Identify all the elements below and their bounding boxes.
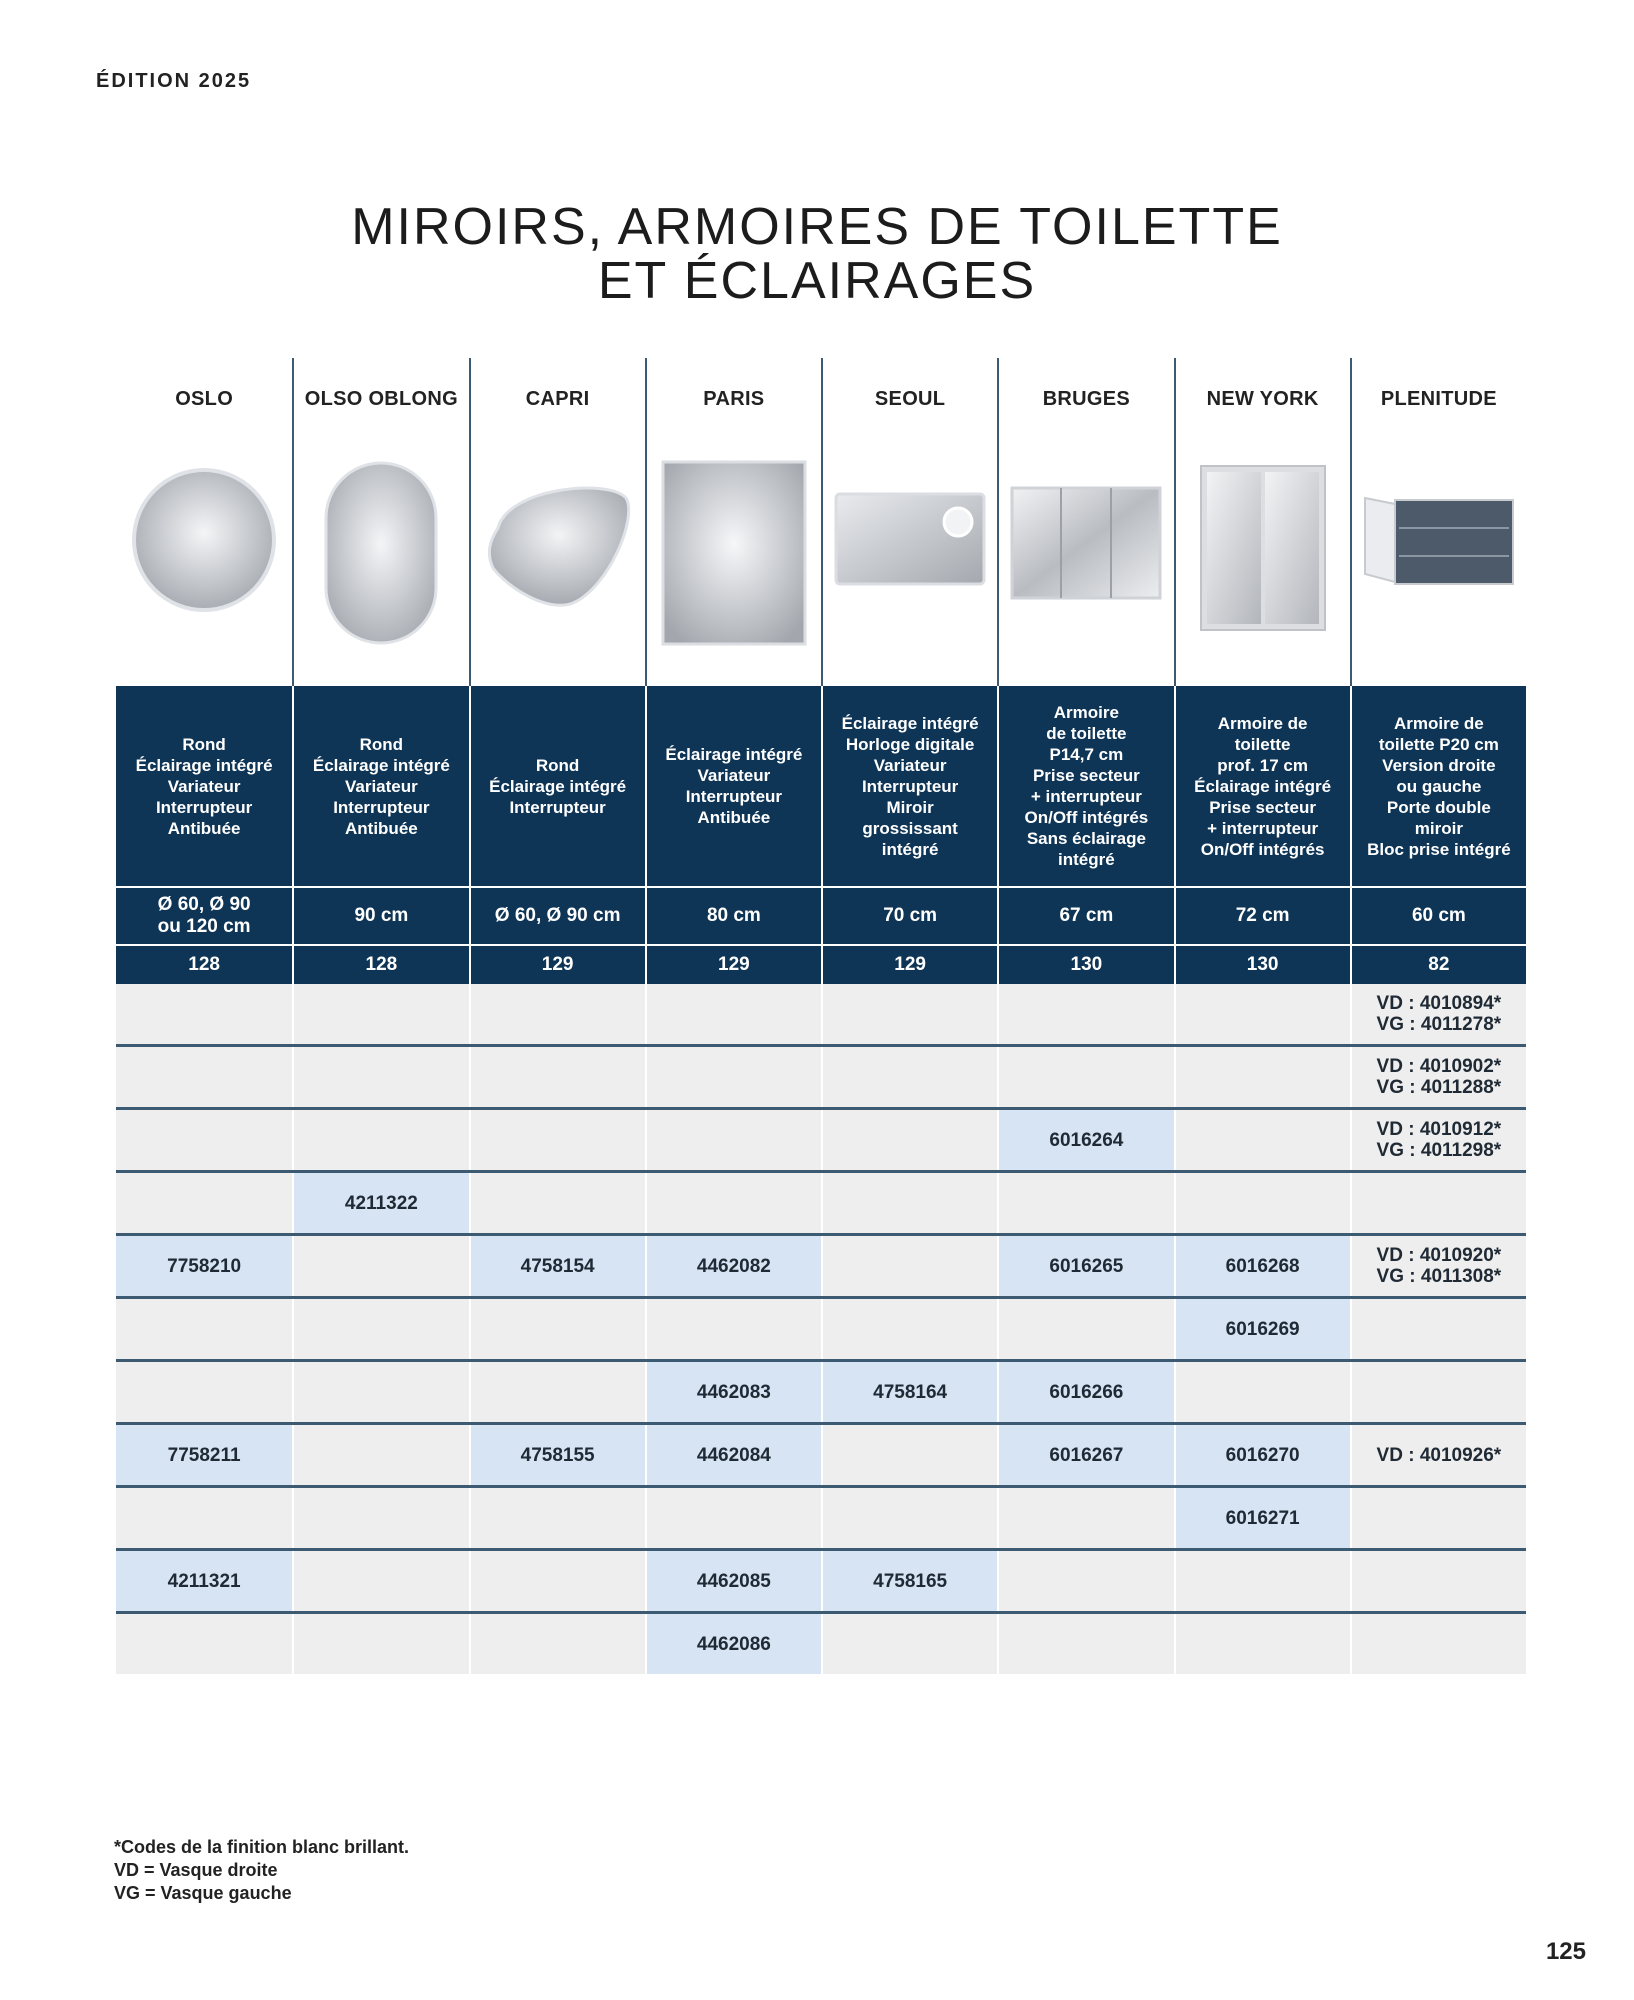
product-code-cell [645, 1110, 821, 1170]
code-row [116, 1362, 1526, 1425]
product-code-cell: 4462084 [645, 1425, 821, 1485]
dimension-cell: Ø 60, Ø 90 cm [469, 888, 645, 944]
product-code-cell: 7758211 [116, 1425, 292, 1485]
dimension-cell: 67 cm [997, 888, 1173, 944]
footnote-line: VD = Vasque droite [114, 1860, 278, 1880]
product-code-cell: 6016271 [1174, 1488, 1350, 1548]
code-row [116, 1173, 1526, 1236]
product-code-cell [292, 1110, 468, 1170]
product-name: OLSO OBLONG [304, 388, 459, 410]
product-code-cell [821, 1299, 997, 1359]
code-row [116, 1110, 1526, 1173]
product-code-cell: VD : 4010902* VG : 4011288* [1350, 1047, 1526, 1107]
product-code-cell [116, 1614, 292, 1674]
description-cell: Rond Éclairage intégré Interrupteur [469, 686, 645, 886]
product-code-cell: 6016266 [997, 1362, 1173, 1422]
product-code-cell: 4758155 [469, 1425, 645, 1485]
product-code-cell [645, 1299, 821, 1359]
product-code-cell [469, 1110, 645, 1170]
product-code-cell: 4211322 [292, 1173, 468, 1233]
code-row [116, 1236, 1526, 1299]
product-name: CAPRI [525, 388, 590, 410]
product-code-cell [1174, 1614, 1350, 1674]
product-code-cell: 4211321 [116, 1551, 292, 1611]
dimension-cell: 60 cm [1350, 888, 1526, 944]
product-code-cell [292, 1551, 468, 1611]
product-code-cell [292, 1488, 468, 1548]
product-code-cell: 6016270 [1174, 1425, 1350, 1485]
product-code-cell [1174, 1362, 1350, 1422]
product-column-capri [469, 358, 645, 686]
product-code-cell [997, 1488, 1173, 1548]
page-number: 125 [1545, 1938, 1586, 1965]
product-code-cell: 6016265 [997, 1236, 1173, 1296]
product-code-cell [469, 1299, 645, 1359]
product-code-cell [292, 1299, 468, 1359]
pebble-mirror-image [471, 458, 645, 648]
page-title [0, 197, 1634, 310]
description-cell: Rond Éclairage intégré Variateur Interrupteur Antibuée [135, 734, 273, 838]
page-reference-cell: 129 [645, 946, 821, 984]
product-code-cell: 4758165 [821, 1551, 997, 1611]
page-reference-cell: 82 [1350, 946, 1526, 984]
product-name: BRUGES [1042, 388, 1131, 410]
product-name: SEOUL [874, 388, 946, 410]
product-code-cell [469, 1551, 645, 1611]
product-code-cell [1350, 1173, 1526, 1233]
product-code-cell [821, 1236, 997, 1296]
product-code-cell [997, 1047, 1173, 1107]
product-code-cell: 6016264 [997, 1110, 1173, 1170]
page-reference-cell: 130 [997, 946, 1173, 984]
edition-label: ÉDITION 2025 [96, 70, 252, 92]
product-code-cell [821, 1614, 997, 1674]
product-column-bruges [997, 358, 1173, 686]
magnifier-mirror-image [823, 458, 997, 648]
page-reference-cell: 128 [292, 946, 468, 984]
footnote [114, 1836, 409, 1905]
product-code-cell [997, 984, 1173, 1044]
footnote-line: VG = Vasque gauche [114, 1883, 292, 1903]
description-cell: Armoire de toilette P20 cm Version droite ou gauche Porte double miroir Bloc prise intégré [1350, 686, 1526, 886]
product-column-paris [645, 358, 821, 686]
product-code-cell [821, 1488, 997, 1548]
page-reference-cell: 129 [469, 946, 645, 984]
oblong-mirror-image [294, 458, 468, 648]
title-line-2: ET ÉCLAIRAGES [597, 251, 1037, 310]
product-code-cell [292, 984, 468, 1044]
product-code-cell [821, 1173, 997, 1233]
page-reference-cell: 129 [821, 946, 997, 984]
product-code-cell: VD : 4010912* VG : 4011298* [1350, 1110, 1526, 1170]
product-code-cell [997, 1614, 1173, 1674]
product-code-cell [116, 1173, 292, 1233]
product-code-cell [292, 1425, 468, 1485]
product-code-cell [116, 1488, 292, 1548]
product-code-cell: VD : 4010894* VG : 4011278* [1350, 984, 1526, 1044]
product-code-cell: 4462085 [645, 1551, 821, 1611]
product-code-cell [292, 1362, 468, 1422]
product-code-cell [469, 984, 645, 1044]
page-reference-cell: 128 [188, 954, 220, 975]
rectangular-mirror-image [647, 458, 821, 648]
product-code-cell [1350, 1299, 1526, 1359]
product-code-cell: 4462082 [645, 1236, 821, 1296]
product-code-cell [821, 1425, 997, 1485]
product-code-cell [469, 1047, 645, 1107]
product-code-cell: 4462086 [645, 1614, 821, 1674]
product-code-cell: 4462083 [645, 1362, 821, 1422]
product-table [116, 358, 1526, 1674]
product-code-cell [1350, 1488, 1526, 1548]
code-row [116, 1299, 1526, 1362]
product-code-cell [116, 1362, 292, 1422]
dimension-cell: 90 cm [292, 888, 468, 944]
product-code-cell [1350, 1551, 1526, 1611]
page-reference-row [116, 944, 1526, 984]
product-header-row [116, 358, 1526, 686]
product-code-cell: 7758210 [116, 1236, 292, 1296]
dimension-cell: 80 cm [645, 888, 821, 944]
product-code-cell [1174, 1551, 1350, 1611]
product-column-new-york [1174, 358, 1350, 686]
code-row [116, 1614, 1526, 1674]
product-code-cell [997, 1551, 1173, 1611]
product-code-cell [469, 1362, 645, 1422]
product-column-olso-oblong [292, 358, 468, 686]
title-line-1: MIROIRS, ARMOIRES DE TOILETTE [351, 197, 1283, 256]
product-name: OSLO [175, 388, 234, 410]
code-row [116, 1551, 1526, 1614]
description-cell: Éclairage intégré Variateur Interrupteur Antibuée [645, 686, 821, 886]
product-code-cell [645, 1173, 821, 1233]
product-name: PARIS [703, 388, 765, 410]
product-code-cell [1174, 1110, 1350, 1170]
product-code-cell [1174, 1047, 1350, 1107]
code-rows [116, 984, 1526, 1674]
product-code-cell [997, 1299, 1173, 1359]
product-code-cell: 4758164 [821, 1362, 997, 1422]
product-code-cell [821, 1047, 997, 1107]
product-code-cell [1174, 1173, 1350, 1233]
product-code-cell [292, 1236, 468, 1296]
product-code-cell [645, 984, 821, 1044]
dimension-cell: 70 cm [821, 888, 997, 944]
triple-cabinet-image [999, 458, 1173, 648]
product-code-cell [292, 1047, 468, 1107]
product-column-plenitude [1350, 358, 1526, 686]
product-code-cell: 6016269 [1174, 1299, 1350, 1359]
open-cabinet-image [1352, 458, 1526, 648]
description-cell: Éclairage intégré Horloge digitale Variateur Interrupteur Miroir grossissant intégré [821, 686, 997, 886]
page-reference-cell: 130 [1174, 946, 1350, 984]
round-mirror-image [116, 458, 292, 648]
product-name: PLENITUDE [1380, 388, 1497, 410]
dimension-cell: Ø 60, Ø 90 ou 120 cm [157, 894, 251, 937]
product-code-cell: 6016267 [997, 1425, 1173, 1485]
code-row [116, 1047, 1526, 1110]
product-column-seoul [821, 358, 997, 686]
product-code-cell: 4758154 [469, 1236, 645, 1296]
product-code-cell [821, 984, 997, 1044]
product-code-cell [1350, 1362, 1526, 1422]
description-row [116, 686, 1526, 886]
product-code-cell [645, 1488, 821, 1548]
product-code-cell: 6016268 [1174, 1236, 1350, 1296]
footnote-line: *Codes de la finition blanc brillant. [114, 1837, 410, 1857]
product-code-cell [116, 1299, 292, 1359]
dimension-row [116, 886, 1526, 944]
product-code-cell [997, 1173, 1173, 1233]
product-column-oslo [116, 358, 292, 686]
product-code-cell: VD : 4010920* VG : 4011308* [1350, 1236, 1526, 1296]
code-row [116, 1488, 1526, 1551]
product-code-cell [645, 1047, 821, 1107]
product-code-cell [821, 1110, 997, 1170]
product-code-cell [469, 1488, 645, 1548]
product-code-cell [1350, 1614, 1526, 1674]
double-cabinet-image [1176, 458, 1350, 648]
product-code-cell: VD : 4010926* [1350, 1425, 1526, 1485]
product-code-cell [116, 984, 292, 1044]
product-code-cell [1174, 984, 1350, 1044]
code-row [116, 1425, 1526, 1488]
product-code-cell [292, 1614, 468, 1674]
product-code-cell [116, 1110, 292, 1170]
product-code-cell [469, 1173, 645, 1233]
description-cell: Rond Éclairage intégré Variateur Interrupteur Antibuée [292, 686, 468, 886]
product-name: NEW YORK [1206, 388, 1319, 410]
description-cell: Armoire de toilette P14,7 cm Prise secteur + interrupteur On/Off intégrés Sans éclairage intégré [997, 686, 1173, 886]
product-code-cell [469, 1614, 645, 1674]
product-code-cell [116, 1047, 292, 1107]
code-row [116, 984, 1526, 1047]
description-cell: Armoire de toilette prof. 17 cm Éclairage intégré Prise secteur + interrupteur On/Off intégrés [1174, 686, 1350, 886]
dimension-cell: 72 cm [1174, 888, 1350, 944]
